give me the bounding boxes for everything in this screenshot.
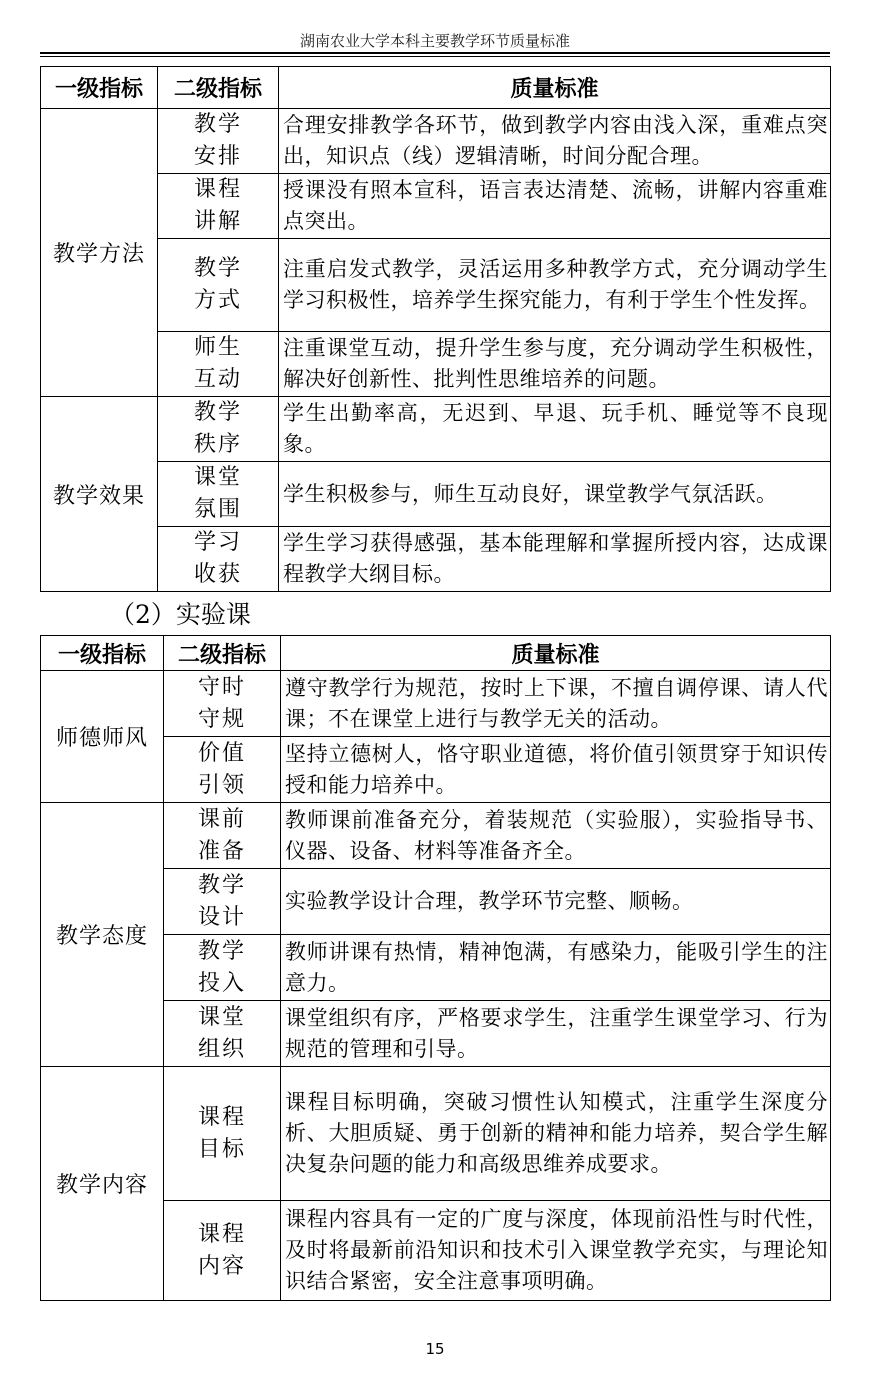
standard-cell: 注重课堂互动，提升学生参与度，充分调动学生积极性，解决好创新性、批判性思维培养的问题。 (279, 332, 831, 397)
page-number: 15 (425, 1340, 445, 1358)
level2-cell: 课程 目标 (164, 1067, 281, 1201)
standard-cell: 课程目标明确，突破习惯性认知模式，注重学生深度分析、大胆质疑、勇于创新的精神和能力培养，契合学生解决复杂问题的能力和高级思维养成要求。 (281, 1067, 831, 1201)
level2-cell: 守时 守规 (164, 671, 281, 737)
header-standard: 质量标准 (281, 636, 831, 671)
table-row (41, 527, 831, 592)
standard-cell: 实验教学设计合理，教学环节完整、顺畅。 (281, 869, 831, 935)
level1-cell: 教学态度 (41, 803, 164, 1067)
header-rule-thin (40, 56, 830, 57)
level2-cell: 教学 安排 (158, 109, 279, 174)
level2-cell: 教学 投入 (164, 935, 281, 1001)
standard-cell: 坚持立德树人，恪守职业道德，将价值引领贯穿于知识传授和能力培养中。 (281, 737, 831, 803)
standard-cell: 注重启发式教学，灵活运用多种教学方式，充分调动学生学习积极性，培养学生探究能力，有利于学生个性发挥。 (279, 239, 831, 332)
table-header-row (41, 67, 831, 109)
level2-cell: 课程 讲解 (158, 174, 279, 239)
header-level1: 一级指标 (41, 67, 158, 109)
level1-cell: 教学方法 (41, 109, 158, 397)
header-level2: 二级指标 (158, 67, 279, 109)
header-level1: 一级指标 (41, 636, 164, 671)
header-rule-thick (40, 52, 830, 54)
table-row (41, 239, 831, 332)
table-row (41, 462, 831, 527)
table-row (41, 109, 831, 174)
standard-cell: 遵守教学行为规范，按时上下课，不擅自调停课、请人代课；不在课堂上进行与教学无关的活动。 (281, 671, 831, 737)
level1-cell: 师德师风 (41, 671, 164, 803)
standard-cell: 课程内容具有一定的广度与深度，体现前沿性与时代性，及时将最新前沿知识和技术引入课堂教学充实，与理论知识结合紧密，安全注意事项明确。 (281, 1201, 831, 1301)
standard-cell: 合理安排教学各环节，做到教学内容由浅入深，重难点突出，知识点（线）逻辑清晰，时间分配合理。 (279, 109, 831, 174)
table-row (41, 397, 831, 462)
level2-cell: 课堂 氛围 (158, 462, 279, 527)
table-header-row (41, 636, 831, 671)
level2-cell: 价值 引领 (164, 737, 281, 803)
section-title: （2）实验课 (110, 600, 251, 629)
level2-cell: 教学 秩序 (158, 397, 279, 462)
level2-cell: 教学 方式 (158, 239, 279, 332)
page-header: 湖南农业大学本科主要教学环节质量标准 (299, 32, 570, 50)
level2-cell: 学习 收获 (158, 527, 279, 592)
table-row (41, 332, 831, 397)
table-row (41, 1067, 831, 1201)
level2-cell: 课前 准备 (164, 803, 281, 869)
theory-standards-table (40, 66, 831, 592)
level2-cell: 课堂 组织 (164, 1001, 281, 1067)
standard-cell: 授课没有照本宣科，语言表达清楚、流畅，讲解内容重难点突出。 (279, 174, 831, 239)
level2-cell: 师生 互动 (158, 332, 279, 397)
level2-cell: 教学 设计 (164, 869, 281, 935)
table-row (41, 803, 831, 869)
table-row (41, 671, 831, 737)
standard-cell: 教师课前准备充分，着装规范（实验服），实验指导书、仪器、设备、材料等准备齐全。 (281, 803, 831, 869)
standard-cell: 教师讲课有热情，精神饱满，有感染力，能吸引学生的注意力。 (281, 935, 831, 1001)
header-standard: 质量标准 (279, 67, 831, 109)
level2-cell: 课程 内容 (164, 1201, 281, 1301)
header-level2: 二级指标 (164, 636, 281, 671)
standard-cell: 学生积极参与，师生互动良好，课堂教学气氛活跃。 (279, 462, 831, 527)
standard-cell: 学生学习获得感强，基本能理解和掌握所授内容，达成课程教学大纲目标。 (279, 527, 831, 592)
standard-cell: 课堂组织有序，严格要求学生，注重学生课堂学习、行为规范的管理和引导。 (281, 1001, 831, 1067)
lab-standards-table (40, 635, 831, 1301)
standard-cell: 学生出勤率高，无迟到、早退、玩手机、睡觉等不良现象。 (279, 397, 831, 462)
table-row (41, 174, 831, 239)
level1-cell: 教学效果 (41, 397, 158, 592)
level1-cell: 教学内容 (41, 1067, 164, 1301)
